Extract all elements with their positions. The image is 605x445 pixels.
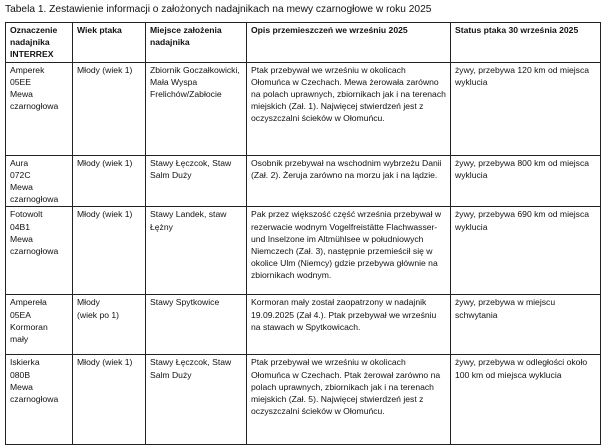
cell-status: żywy, przebywa 120 km od miejsca wyklucia xyxy=(451,62,601,155)
column-header-description: Opis przemieszczeń we wrześniu 2025 xyxy=(247,23,451,63)
cell-status: żywy, przebywa 800 km od miejsca wyklucia xyxy=(451,155,601,207)
cell-place: Stawy Landek, staw Łężny xyxy=(146,207,247,295)
cell-description: Ptak przebywał we wrześniu w okolicach Ołomuńca w Czechach. Mewa żerowała zarówno na polach uprawnych, zbiornikach jak i na terenach miejskich (Zał. 1). Najwięcej stwierdzeń jest z oczyszczalni ścieków w Ołomuńcu. xyxy=(247,62,451,155)
cell-status: żywy, przebywa w odległości około 100 km od miejsca wyklucia xyxy=(451,355,601,445)
cell-age: Młody (wiek 1) xyxy=(73,207,146,295)
column-header-place: Miejsce założenia nadajnika xyxy=(146,23,247,63)
column-header-status: Status ptaka 30 września 2025 xyxy=(451,23,601,63)
cell-place: Stawy Łęczcok, Staw Salm Duży xyxy=(146,355,247,445)
column-header-transmitter: Oznaczenie nadajnika INTERREX xyxy=(6,23,73,63)
cell-description: Osobnik przebywał na wschodnim wybrzeżu Danii (Zał. 2). Żeruja zarówno na morzu jak i na lądzie. xyxy=(247,155,451,207)
column-header-age: Wiek ptaka xyxy=(73,23,146,63)
cell-transmitter-id: Aura 072C Mewa czarnogłowa xyxy=(6,155,73,207)
cell-place: Stawy Spytkowice xyxy=(146,295,247,355)
cell-transmitter-id: Iskierka 080B Mewa czarnogłowa xyxy=(6,355,73,445)
cell-status: żywy, przebywa 690 km od miejsca wyklucia xyxy=(451,207,601,295)
cell-transmitter-id: Fotowolt 04B1 Mewa czarnogłowa xyxy=(6,207,73,295)
cell-place: Stawy Łęczcok, Staw Salm Duży xyxy=(146,155,247,207)
table-row xyxy=(6,207,601,295)
cell-status: żywy, przebywa w miejscu schwytania xyxy=(451,295,601,355)
table-row xyxy=(6,155,601,207)
transmitters-table xyxy=(5,22,601,445)
cell-age: Młody (wiek 1) xyxy=(73,355,146,445)
table-caption: Tabela 1. Zestawienie informacji o założonych nadajnikach na mewy czarnogłowe w roku 2025 xyxy=(5,4,432,15)
cell-age: Młody (wiek 1) xyxy=(73,62,146,155)
cell-place: Zbiornik Goczałkowicki, Mała Wyspa Frelichów/Zabłocie xyxy=(146,62,247,155)
cell-description: Ptak przebywał we wrześniu w okolicach Ołomuńca w Czechach. Ptak żerował zarówno na polach uprawnych, zbiornikach jak i na terenach miejskich (Zał. 5). Najwięcej stwierdzeń jest z oczyszczalni ścieków w Ołomuńcu. xyxy=(247,355,451,445)
cell-age: Młody (wiek 1) xyxy=(73,155,146,207)
cell-age: Młody (wiek po 1) xyxy=(73,295,146,355)
table-row xyxy=(6,355,601,445)
table-row xyxy=(6,62,601,155)
table-header-row xyxy=(6,23,601,63)
cell-transmitter-id: Amperek 05EE Mewa czarnogłowa xyxy=(6,62,73,155)
cell-transmitter-id: Ampereła 05EA Kormoran mały xyxy=(6,295,73,355)
cell-description: Pak przez większość część września przebywał w rezerwacie wodnym Vogelfreistätte Flachwasser- und Inselzone im Altmühlsee w południowych Niemczech (Zał. 3), następnie przemieścił się w okolice Ulm (Niemcy) gdzie przebywa głównie na zbiornikach wodnym. xyxy=(247,207,451,295)
cell-description: Kormoran mały został zaopatrzony w nadajnik 19.09.2025 (Zał 4.). Ptak przebywał we wrześniu na stawach w Spytkowicach. xyxy=(247,295,451,355)
table-row xyxy=(6,295,601,355)
